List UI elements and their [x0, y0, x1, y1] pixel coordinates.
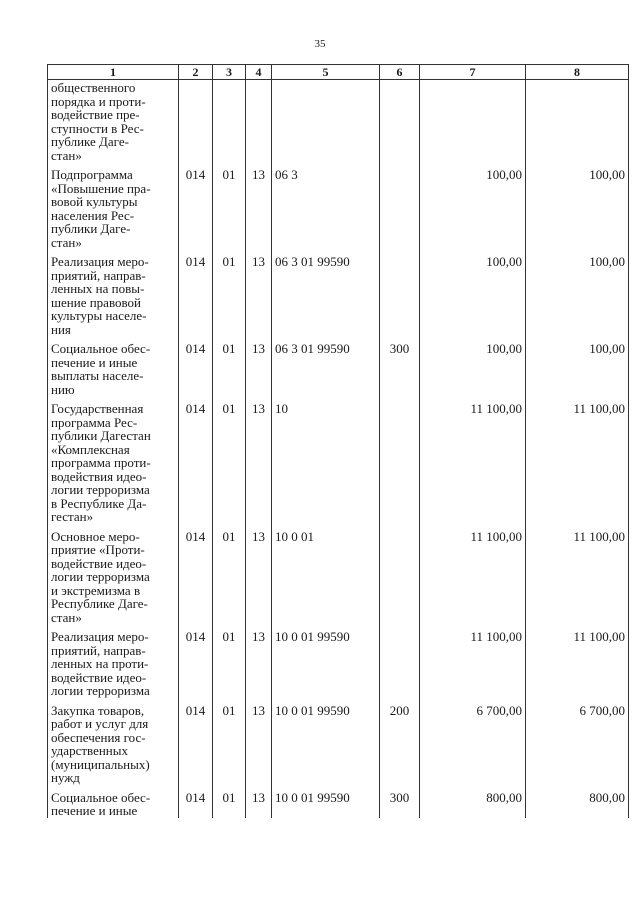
cell-col-7: 6 700,00 — [420, 698, 526, 785]
cell-name: Закупка товаров, работ и услуг для обеспечения гос- ударственных (муниципальных) нужд — [48, 698, 179, 785]
header-cell: 5 — [272, 65, 380, 80]
cell-col-7 — [420, 80, 526, 163]
table-row — [48, 698, 629, 785]
cell-col-3: 01 — [213, 396, 246, 524]
cell-col-2: 014 — [179, 785, 213, 818]
cell-col-3: 01 — [213, 162, 246, 249]
cell-col-3: 01 — [213, 785, 246, 818]
table-row — [48, 336, 629, 396]
cell-col-6 — [380, 162, 420, 249]
cell-name: Социальное обес- печение и иные выплаты населе- нию — [48, 336, 179, 396]
cell-col-8: 800,00 — [526, 785, 629, 818]
table-row — [48, 396, 629, 524]
cell-name: Реализация меро- приятий, направ- ленных на проти- водействие идео- логии терроризма — [48, 624, 179, 698]
cell-col-7: 11 100,00 — [420, 524, 526, 625]
cell-col-3: 01 — [213, 624, 246, 698]
cell-col-5 — [272, 80, 380, 163]
cell-col-5: 10 0 01 — [272, 524, 380, 625]
cell-col-4: 13 — [246, 524, 272, 625]
cell-col-3: 01 — [213, 336, 246, 396]
cell-col-8 — [526, 80, 629, 163]
cell-col-2: 014 — [179, 698, 213, 785]
cell-name: Социальное обес- печение и иные — [48, 785, 179, 818]
cell-col-6 — [380, 524, 420, 625]
cell-col-8: 100,00 — [526, 249, 629, 336]
cell-col-2 — [179, 80, 213, 163]
cell-col-2: 014 — [179, 336, 213, 396]
cell-col-4 — [246, 80, 272, 163]
header-cell: 3 — [213, 65, 246, 80]
cell-col-5: 06 3 01 99590 — [272, 336, 380, 396]
cell-col-5: 06 3 01 99590 — [272, 249, 380, 336]
cell-col-8: 100,00 — [526, 162, 629, 249]
header-cell: 2 — [179, 65, 213, 80]
cell-col-2: 014 — [179, 396, 213, 524]
cell-col-4: 13 — [246, 162, 272, 249]
cell-col-6: 300 — [380, 785, 420, 818]
cell-col-3: 01 — [213, 524, 246, 625]
cell-col-7: 11 100,00 — [420, 396, 526, 524]
cell-col-6: 300 — [380, 336, 420, 396]
cell-col-2: 014 — [179, 624, 213, 698]
table-row — [48, 624, 629, 698]
cell-col-2: 014 — [179, 249, 213, 336]
header-cell: 8 — [526, 65, 629, 80]
cell-col-4: 13 — [246, 336, 272, 396]
header-row — [48, 65, 629, 80]
header-cell: 7 — [420, 65, 526, 80]
cell-col-6 — [380, 249, 420, 336]
cell-col-3 — [213, 80, 246, 163]
cell-col-5: 06 3 — [272, 162, 380, 249]
header-cell: 6 — [380, 65, 420, 80]
cell-col-7: 800,00 — [420, 785, 526, 818]
cell-col-7: 100,00 — [420, 162, 526, 249]
cell-col-4: 13 — [246, 698, 272, 785]
cell-col-8: 11 100,00 — [526, 624, 629, 698]
cell-col-4: 13 — [246, 624, 272, 698]
cell-col-5: 10 0 01 99590 — [272, 785, 380, 818]
table-body — [48, 80, 629, 818]
cell-col-8: 11 100,00 — [526, 396, 629, 524]
budget-table — [47, 64, 629, 818]
cell-col-5: 10 0 01 99590 — [272, 624, 380, 698]
cell-col-2: 014 — [179, 162, 213, 249]
table-row — [48, 249, 629, 336]
cell-col-6 — [380, 396, 420, 524]
cell-name: Основное меро- приятие «Проти- водействие идео- логии терроризма и экстремизма в Республике Даге- стан» — [48, 524, 179, 625]
cell-col-4: 13 — [246, 785, 272, 818]
cell-col-5: 10 0 01 99590 — [272, 698, 380, 785]
cell-name: общественного порядка и проти- водействие пре- ступности в Рес- публике Даге- стан» — [48, 80, 179, 163]
cell-name: Подпрограмма «Повышение пра- вовой культуры населения Рес- публики Даге- стан» — [48, 162, 179, 249]
cell-col-8: 6 700,00 — [526, 698, 629, 785]
header-cell: 1 — [48, 65, 179, 80]
page-number: 35 — [314, 38, 326, 50]
cell-col-8: 100,00 — [526, 336, 629, 396]
cell-col-7: 11 100,00 — [420, 624, 526, 698]
cell-col-7: 100,00 — [420, 336, 526, 396]
table-row — [48, 785, 629, 818]
header-cell: 4 — [246, 65, 272, 80]
cell-col-3: 01 — [213, 249, 246, 336]
cell-name: Реализация меро- приятий, направ- ленных на повы- шение правовой культуры населе- ния — [48, 249, 179, 336]
cell-col-4: 13 — [246, 396, 272, 524]
table-row — [48, 524, 629, 625]
cell-col-8: 11 100,00 — [526, 524, 629, 625]
cell-col-4: 13 — [246, 249, 272, 336]
cell-col-7: 100,00 — [420, 249, 526, 336]
cell-col-5: 10 — [272, 396, 380, 524]
table-row — [48, 162, 629, 249]
cell-col-2: 014 — [179, 524, 213, 625]
cell-col-6 — [380, 80, 420, 163]
cell-col-6 — [380, 624, 420, 698]
table-row — [48, 80, 629, 163]
cell-col-6: 200 — [380, 698, 420, 785]
cell-name: Государственная программа Рес- публики Дагестан «Комплексная программа проти- водействия идео- логии терроризма в Республике Да- гестан» — [48, 396, 179, 524]
cell-col-3: 01 — [213, 698, 246, 785]
